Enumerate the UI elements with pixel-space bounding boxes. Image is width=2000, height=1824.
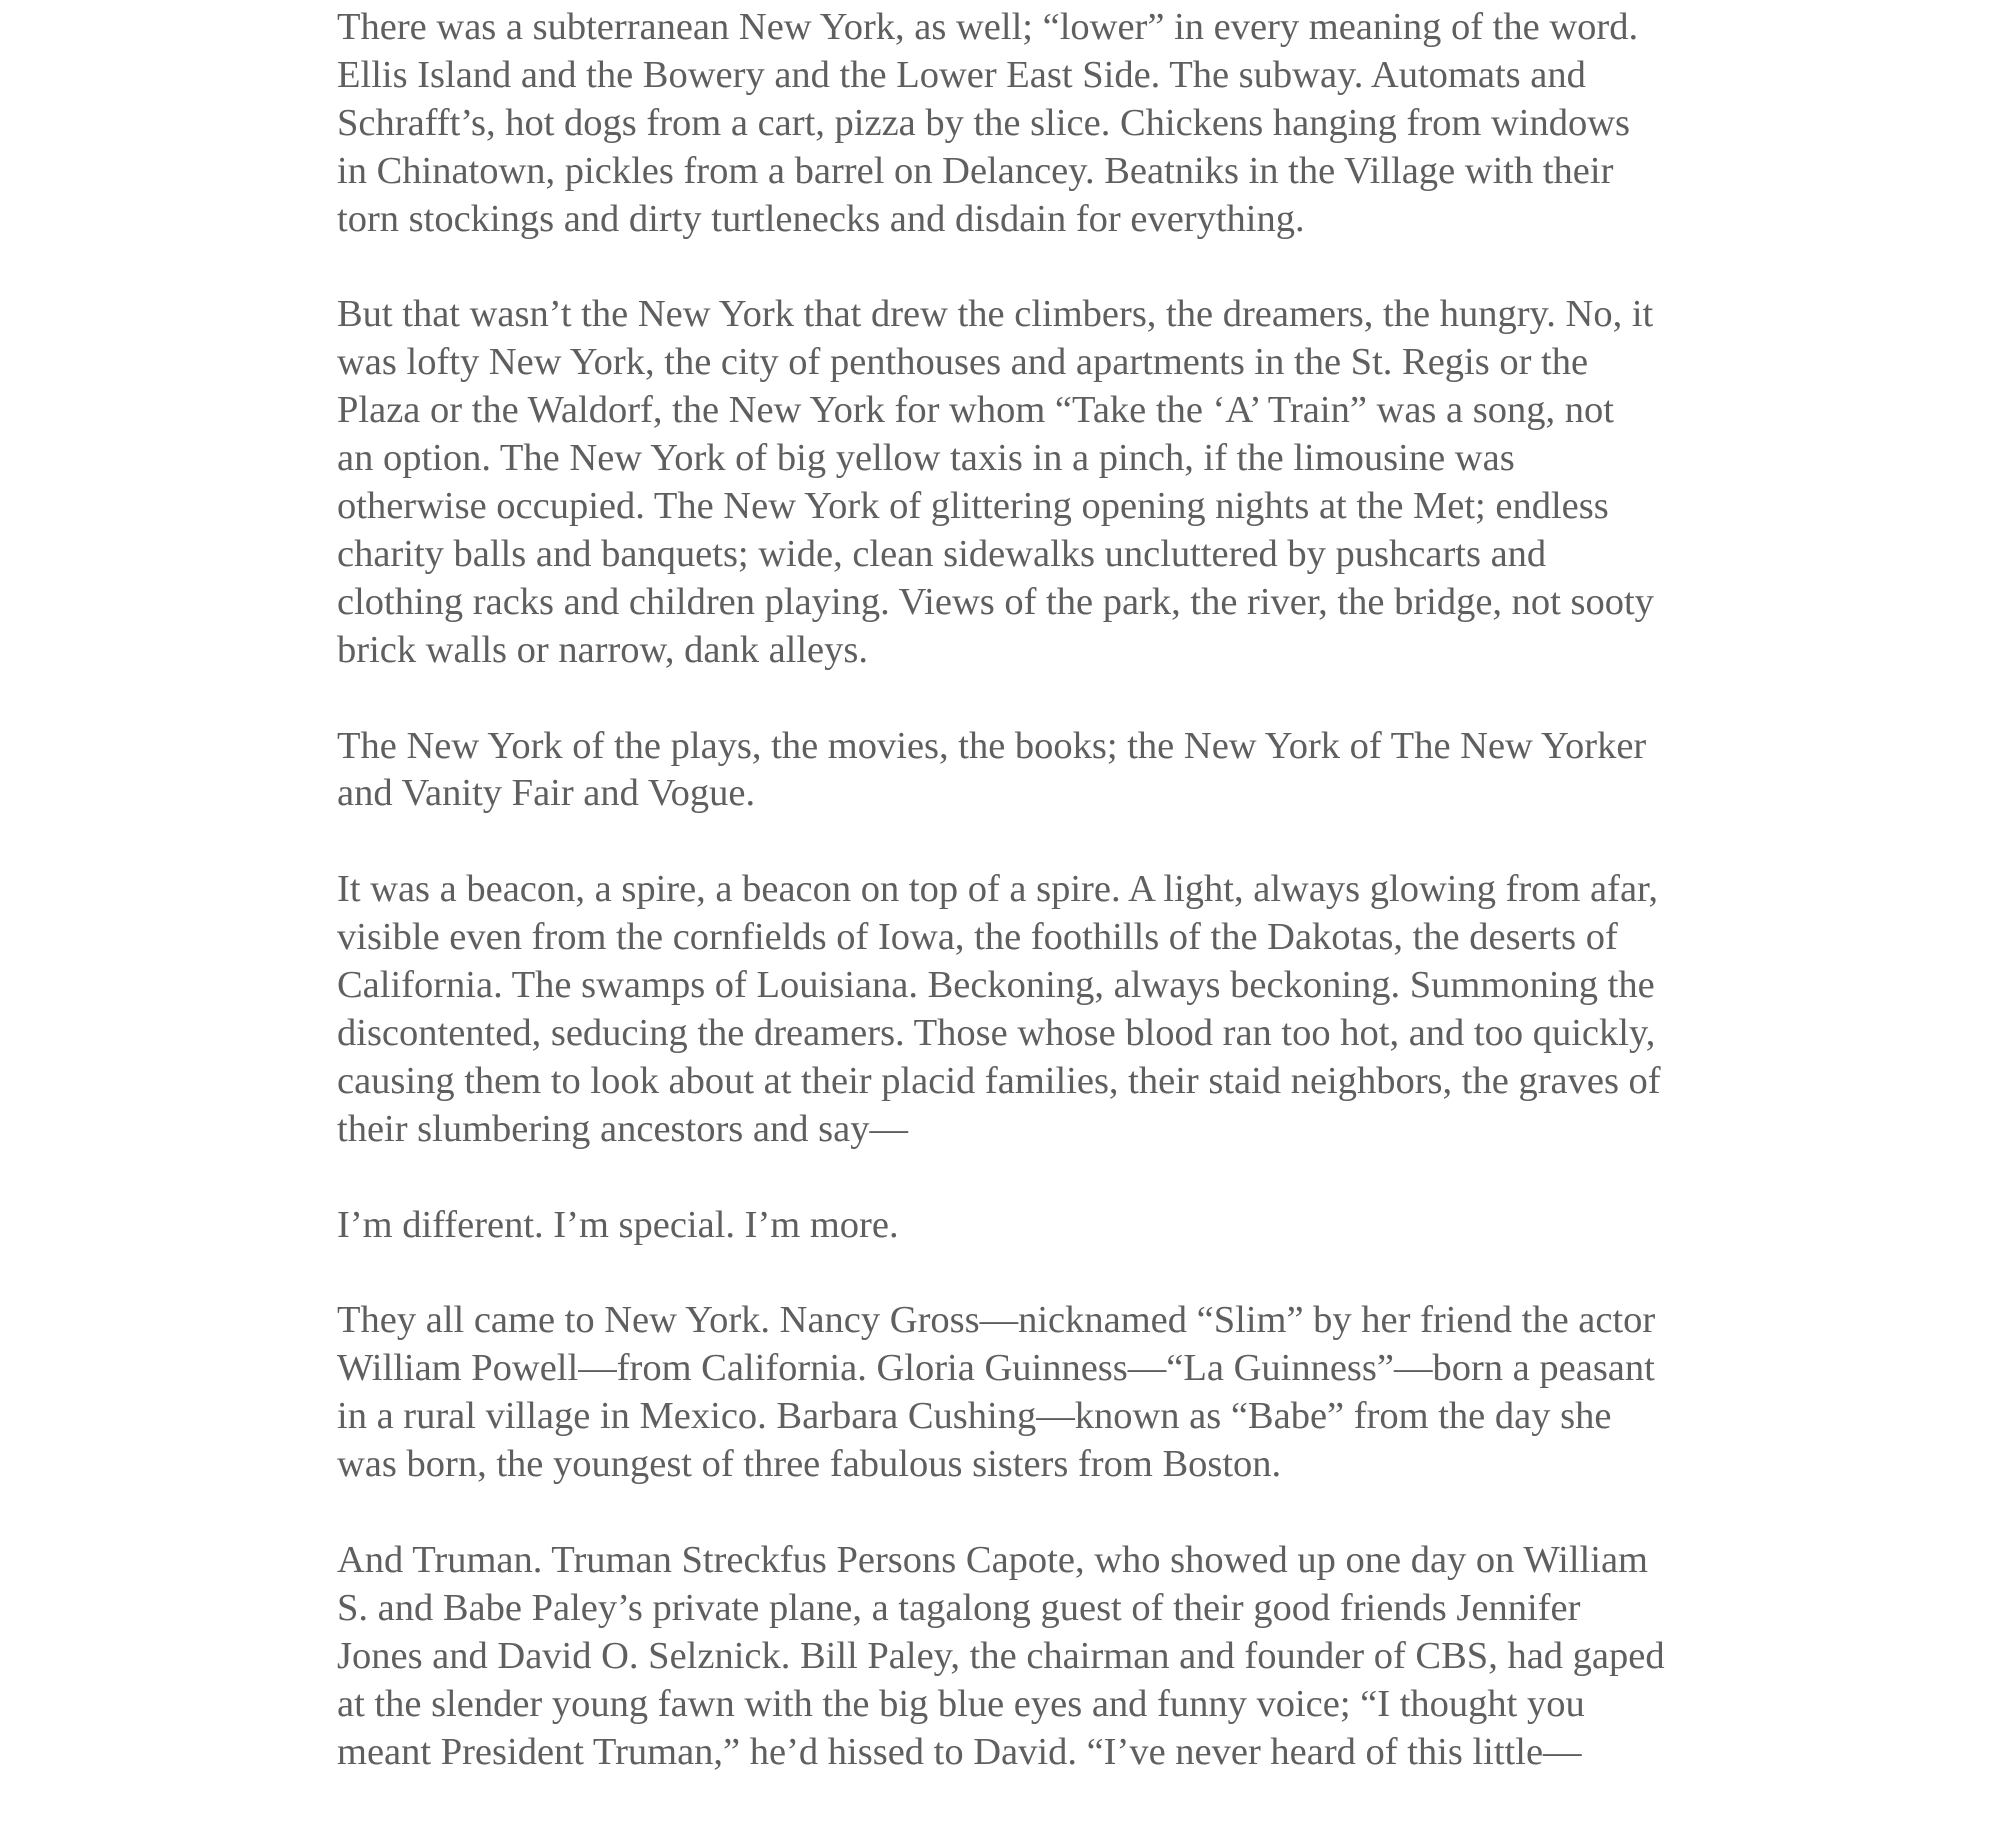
text-line: in Chinatown, pickles from a barrel on Delancey. Beatniks in the Village with their <box>337 149 1614 192</box>
text-line: was lofty New York, the city of penthouses and apartments in the St. Regis or the <box>337 341 1589 384</box>
text-line: William Powell—from California. Gloria Guinness—“La Guinness”—born a peasant <box>337 1347 1655 1390</box>
text-line: And Truman. Truman Streckfus Persons Capote, who showed up one day on William <box>337 1538 1648 1581</box>
text-line: visible even from the cornfields of Iowa, the foothills of the Dakotas, the deserts of <box>337 916 1618 959</box>
document-page <box>337 4 1677 1824</box>
text-line: They all came to New York. Nancy Gross—nicknamed “Slim” by her friend the actor <box>337 1299 1656 1342</box>
text-line: S. and Babe Paley’s private plane, a tagalong guest of their good friends Jennifer <box>337 1586 1581 1629</box>
text-line: their slumbering ancestors and say— <box>337 1107 908 1150</box>
text-line: I’m different. I’m special. I’m more. <box>337 1203 899 1246</box>
paragraph-beacon-spire <box>337 866 1677 1153</box>
text-line: torn stockings and dirty turtlenecks and disdain for everything. <box>337 197 1305 240</box>
text-line: It was a beacon, a spire, a beacon on top of a spire. A light, always glowing from afar, <box>337 868 1658 911</box>
text-line: charity balls and banquets; wide, clean sidewalks uncluttered by pushcarts and <box>337 532 1547 575</box>
text-line: otherwise occupied. The New York of glittering opening nights at the Met; endless <box>337 485 1609 528</box>
text-line: and Vanity Fair and Vogue. <box>337 772 756 815</box>
paragraph-im-different <box>337 1202 1677 1250</box>
text-line: But that wasn’t the New York that drew the climbers, the dreamers, the hungry. No, it <box>337 293 1654 336</box>
text-line: meant President Truman,” he’d hissed to David. “I’ve never heard of this little— <box>337 1730 1582 1773</box>
paragraph-and-truman <box>337 1537 1677 1777</box>
text-line: Schrafft’s, hot dogs from a cart, pizza by the slice. Chickens hanging from windows <box>337 101 1631 144</box>
text-line: clothing racks and children playing. Views of the park, the river, the bridge, not sooty <box>337 580 1654 623</box>
paragraph-they-all-came <box>337 1297 1677 1489</box>
paragraph-subterranean-new-york <box>337 4 1677 244</box>
text-line: Plaza or the Waldorf, the New York for whom “Take the ‘A’ Train” was a song, not <box>337 389 1614 432</box>
text-line: Ellis Island and the Bowery and the Lower East Side. The subway. Automats and <box>337 53 1586 96</box>
text-line: brick walls or narrow, dank alleys. <box>337 628 868 671</box>
text-line: There was a subterranean New York, as well; “lower” in every meaning of the word. <box>337 6 1639 48</box>
paragraph-lofty-new-york <box>337 291 1677 674</box>
paragraph-plays-movies-books <box>337 723 1677 819</box>
text-line: California. The swamps of Louisiana. Beckoning, always beckoning. Summoning the <box>337 964 1655 1007</box>
text-line: an option. The New York of big yellow taxis in a pinch, if the limousine was <box>337 437 1515 480</box>
text-line: at the slender young fawn with the big blue eyes and funny voice; “I thought you <box>337 1682 1585 1725</box>
text-line: The New York of the plays, the movies, the books; the New York of The New Yorker <box>337 724 1647 767</box>
text-line: was born, the youngest of three fabulous sisters from Boston. <box>337 1443 1282 1486</box>
text-line: in a rural village in Mexico. Barbara Cushing—known as “Babe” from the day she <box>337 1395 1612 1438</box>
text-line: Jones and David O. Selznick. Bill Paley, the chairman and founder of CBS, had gaped <box>337 1634 1665 1677</box>
text-line: causing them to look about at their placid families, their staid neighbors, the graves of <box>337 1059 1661 1102</box>
text-line: discontented, seducing the dreamers. Those whose blood ran too hot, and too quickly, <box>337 1011 1656 1054</box>
